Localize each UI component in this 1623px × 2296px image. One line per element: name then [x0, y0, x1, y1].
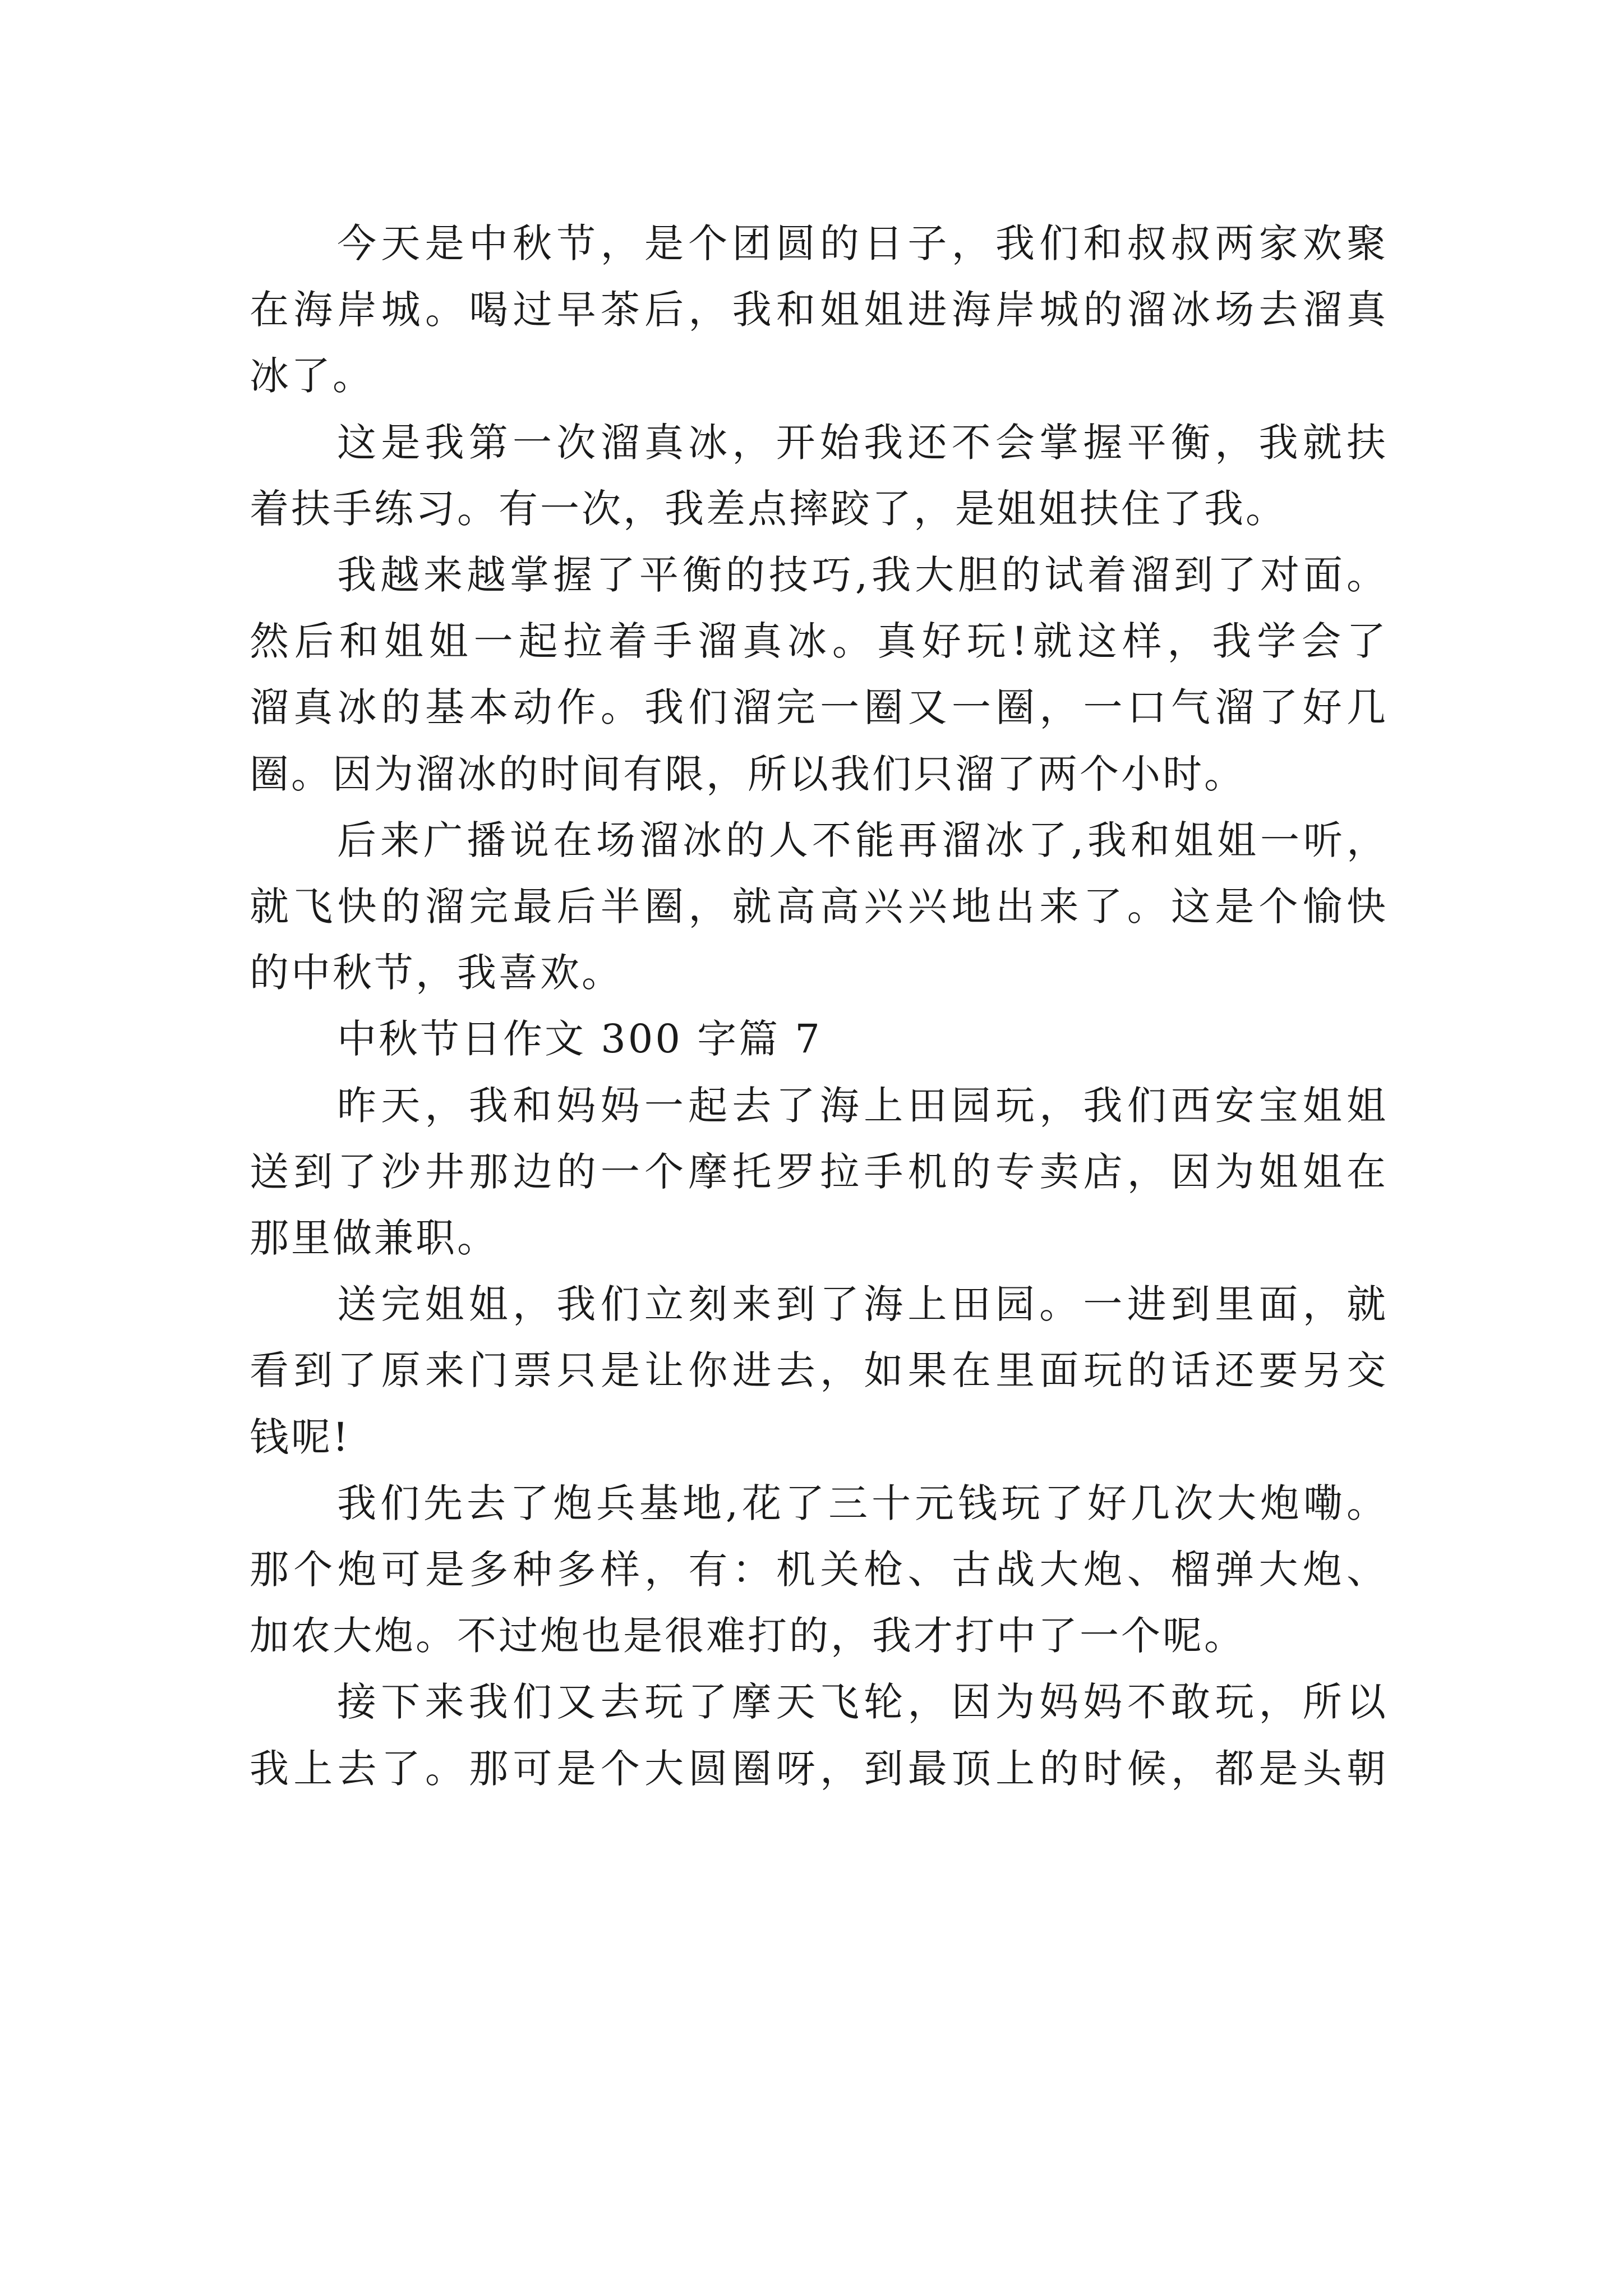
document-body — [250, 210, 1388, 1802]
text-line: 溜真冰的基本动作。我们溜完一圈又一圈，一口气溜了好几 — [250, 684, 1388, 731]
text-line: 就飞快的溜完最后半圈，就高高兴兴地出来了。这是个愉快 — [250, 884, 1388, 930]
text-line: 送完姐姐，我们立刻来到了海上田园。一进到里面，就 — [337, 1281, 1388, 1328]
text-line: 我们先去了炮兵基地,花了三十元钱玩了好几次大炮嘞。 — [337, 1480, 1388, 1526]
paragraph — [250, 1073, 1388, 1272]
paragraph — [250, 1470, 1388, 1669]
text-line: 着扶手练习。有一次，我差点摔跤了，是姐姐扶住了我。 — [250, 485, 1287, 532]
text-line: 加农大炮。不过炮也是很难打的，我才打中了一个呢。 — [250, 1613, 1246, 1659]
text-line: 昨天，我和妈妈一起去了海上田园玩，我们西安宝姐姐 — [337, 1082, 1388, 1129]
text-line: 我上去了。那可是个大圆圈呀，到最顶上的时候，都是头朝 — [250, 1745, 1388, 1792]
text-line: 送到了沙井那边的一个摩托罗拉手机的专卖店，因为姐姐在 — [250, 1148, 1388, 1195]
text-line: 钱呢! — [250, 1414, 351, 1460]
text-line: 那里做兼职。 — [250, 1215, 499, 1262]
text-line: 的中秋节，我喜欢。 — [250, 950, 623, 996]
paragraph — [250, 1271, 1388, 1470]
paragraph — [250, 807, 1388, 1006]
text-line: 圈。因为溜冰的时间有限，所以我们只溜了两个小时。 — [250, 751, 1246, 797]
text-line: 在海岸城。喝过早茶后，我和姐姐进海岸城的溜冰场去溜真 — [250, 287, 1388, 333]
text-line: 中秋节日作文 300 字篇 7 — [337, 1016, 822, 1062]
text-line: 今天是中秋节，是个团圆的日子，我们和叔叔两家欢聚 — [337, 220, 1388, 266]
paragraph — [250, 409, 1388, 542]
text-line: 冰了。 — [250, 353, 374, 399]
text-line: 那个炮可是多种多样，有：机关枪、古战大炮、榴弹大炮、 — [250, 1547, 1388, 1593]
text-line: 看到了原来门票只是让你进去，如果在里面玩的话还要另交 — [250, 1347, 1388, 1394]
paragraph — [250, 1669, 1388, 1801]
paragraph — [250, 1006, 1388, 1072]
text-line: 接下来我们又去玩了摩天飞轮，因为妈妈不敢玩，所以 — [337, 1679, 1388, 1726]
paragraph — [250, 210, 1388, 409]
text-line: 然后和姐姐一起拉着手溜真冰。真好玩!就这样，我学会了 — [250, 618, 1388, 665]
text-line: 后来广播说在场溜冰的人不能再溜冰了,我和姐姐一听， — [337, 817, 1388, 863]
text-line: 这是我第一次溜真冰，开始我还不会掌握平衡，我就扶 — [337, 419, 1388, 466]
paragraph — [250, 542, 1388, 807]
text-line: 我越来越掌握了平衡的技巧,我大胆的试着溜到了对面。 — [337, 552, 1388, 599]
